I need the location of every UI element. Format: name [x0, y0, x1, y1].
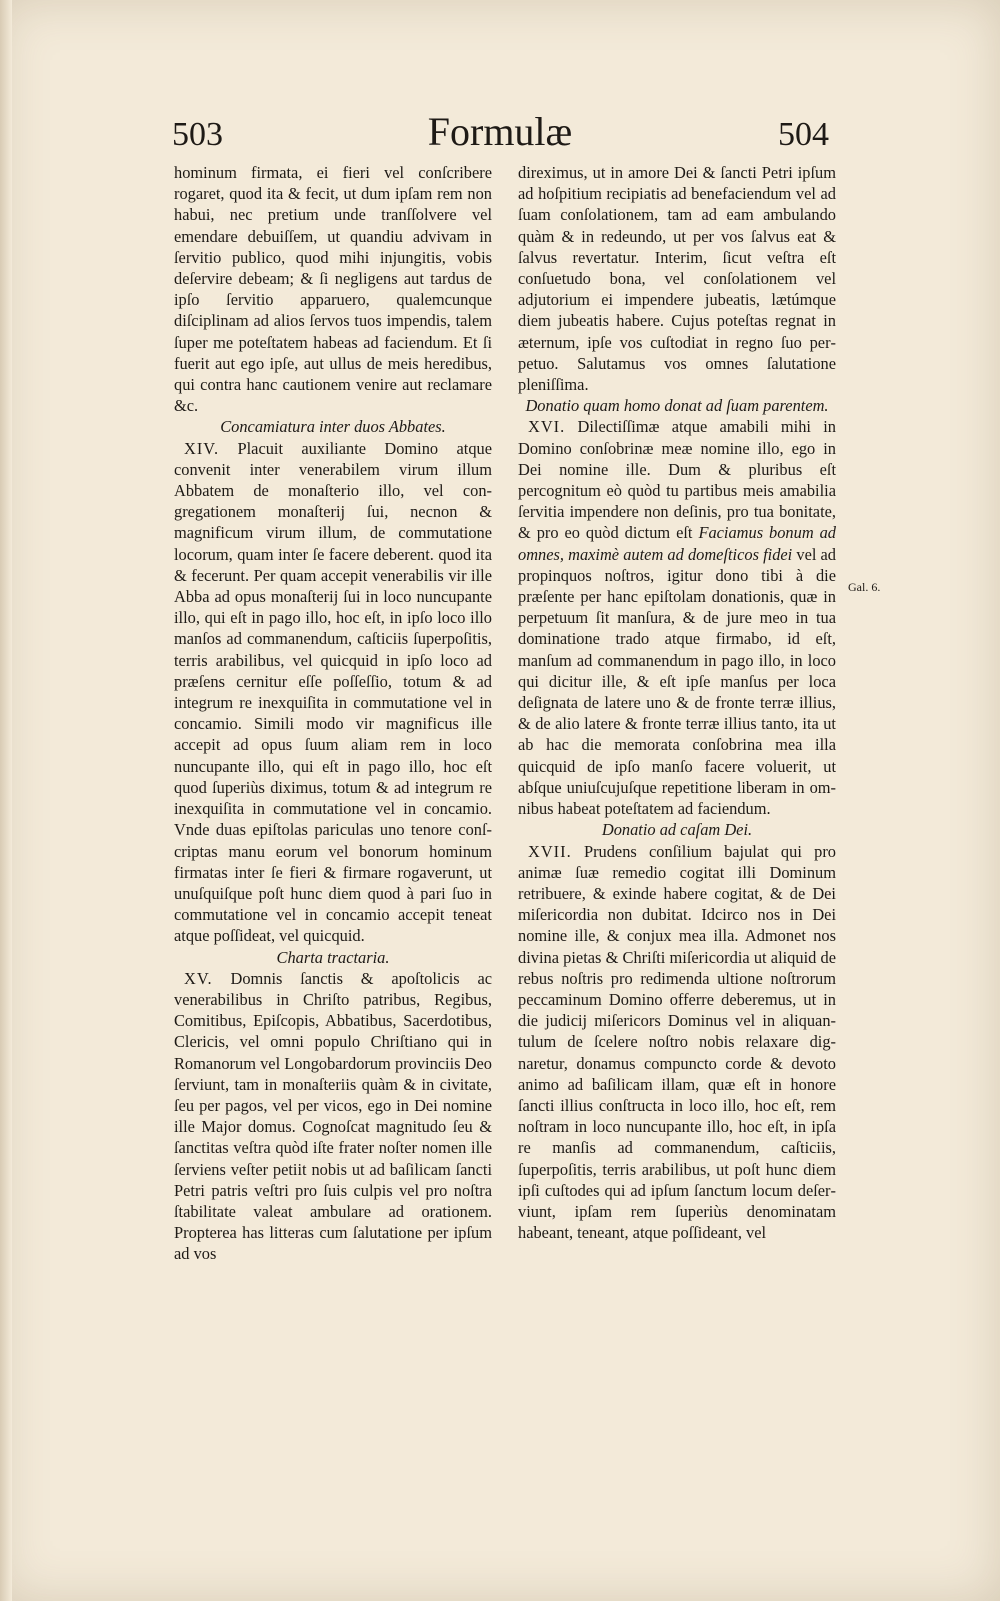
section-xvii-text: Prudens conſilium bajulat qui pro animæ ſuæ remedio cogitat illi Dominum retribuere, & exinde habere cogitat, & de Dei miſericordia non dubitat. Idcirco nos in Dei nomine ille, & conjux mea illa. Admonet nos divina pietas & Chriſti miſericordia ut aliquid de rebus noſtris pro redimenda ultione noſtrorum peccaminum Domino offerre deberemus, ut in die judicij miſericors Dominus vel in aliquantulum de ſcelere noſtro nobis relaxare dignaretur, donamus compuncto corde & devoto animo ad baſilicam illam, quæ eſt in honore ſancti illius conſtructa in loco illo, hoc eſt, rem noſtram in loco nuncupante illo, hoc eſt, in ipſa re manſis ad commanendum, caſticiis, ſuperpoſitis, terris arabilibus, ut poſt hunc diem ipſi cuſtodes qui ad ipſum ſanctum locum deſerviunt, ipſam rem ſuperiùs denominatam habeant, teneant, atque poſſideant, vel [518, 841, 836, 1243]
margin-reference: Gal. 6. [848, 580, 881, 594]
running-header [0, 108, 1000, 158]
scripture-quotation: Faciamus bonum ad omnes, maximè autem ad domeſticos fidei [518, 523, 836, 564]
section-xiv [174, 438, 492, 947]
section-number-xv: XV. [184, 968, 213, 988]
section-heading-donatio-casam-dei: Donatio ad caſam Dei. [601, 820, 753, 840]
section-xvi-text-a: Dilectiſſimæ atque amabili mihi in Domino conſobrinæ meæ nomine illo, ego in Dei nomine ille. Dum & pluribus eſt percognitum eò quòd tu partibus meis amabilia ſervitia impendere non deſinis, pro tua bonitate, & pro eo quòd dictum eſt [518, 417, 836, 543]
section-heading-charta-tractaria: Charta tractaria. [276, 947, 390, 967]
section-xiv-text: Placuit auxiliante Domino atque convenit inter venerabilem virum illum Abbatem de monaſterio illo, vel congregationem monaſterij ſui, necnon & magnificum virum illum, de commutatione locorum, quam inter ſe facere deberent. quod ita & fecerunt. Per quam accepit venerabilis vir ille Abba ad opus monaſterij ſui in loco nuncupante illo, qui eſt in pago illo, hoc eſt, in ipſo loco illo manſos ad commanendum, caſticiis ſuperpoſitis, terris arabilibus, vel quicquid in ipſo loco ad præſens cernitur eſſe poſſeſſio, totum & ad integrum re inexquiſita in commutatione vel in concamio. Simili modo vir magnificus ille accepit ad opus ſuum aliam rem in loco nuncupante illo, qui eſt in pago illo, hoc eſt quod ſuperiùs diximus, totum & ad integrum re inexquiſita in commutatione vel in concamio. Vnde duas epiſtolas pariculas uno tenore conſcriptas manu eorum vel bonorum hominum firmatas inter ſe fieri & firmare rogaverunt, ut unuſquiſque poſt hunc diem quod à pari ſuo in commutatione vel in concamio accepit teneat atque poſſideat, vel quicquid. [174, 438, 492, 946]
section-xvi [518, 416, 836, 819]
left-paragraph-continued: hominum firmata, ei fieri vel conſcribere rogaret, quod ita & fecit, ut dum ipſam rem non habui, nec pretium unde tranſſolvere vel emendare debuiſſem, ut quandiu advivam in ſervitio publico, quod mihi injungitis, vobis deſervire debeam; & ſi negligens aut tardus de ipſo ſervitio apparuero, qualemcunque diſciplinam ad alios ſervos tuos impendis, talem ſuper me poteſtatem habeas ad faciendum. Et ſi fuerit aut ego ipſe, aut ullus de meis heredibus, qui contra hanc cautionem venire aut reclamare &c. [174, 163, 492, 416]
left-page-number: 503 [172, 116, 223, 153]
section-number-xiv: XIV. [184, 438, 220, 458]
running-title: Formulæ [427, 109, 573, 154]
right-paragraph-continued: direximus, ut in amore Dei & ſancti Petri ipſum ad hoſpitium recipiatis ad benefaciendum vel ad ſuam conſolationem, tam ad eam ambulando quàm & in redeundo, ut per vos ſalvus eat & ſalvus revertatur. Interim, ſicut veſtra eſt conſuetudo bona, vel conſolationem vel adjutorium ei impendere jubeatis, lætúmque diem jubeatis habere. Cujus poteſtas regnat in æternum, ipſe vos cuſtodiat in regno ſuo perpetuo. Salutamus vos omnes ſalutatione pleniſſima. [518, 163, 836, 395]
section-xvii [518, 841, 836, 1244]
page-edge-shadow [0, 0, 12, 1601]
section-xvi-text-b: vel ad propinquos noſtros, igitur dono tibi à die præſente per hanc epiſtolam donationis, quæ in perpetuum ſit manſura, & de jure meo in tua dominatione trado atque firmabo, id eſt, manſum ad commanendum in pago illo, in loco qui dicitur ille, & eſt ipſe manſus per loca deſignata de latere uno & de fronte terræ illius, & de alio latere & fronte terræ illius tanto, ita ut ab hac die memorata conſobrina mea illa quicquid de ipſo manſo facere voluerit, ut abſque uniuſcujuſque repetitione liberam in omnibus habeat poteſtatem ad faciendum. [518, 544, 837, 819]
section-heading-donatio-parentem: Donatio quam homo donat ad ſuam parentem. [525, 396, 829, 416]
right-column [518, 162, 836, 1243]
section-xv-text: Domnis ſanctis & apoſtolicis ac venerabilibus in Chriſto patribus, Regibus, Comitibus, Epiſcopis, Abbatibus, Sacerdotibus, Clericis, vel omni populo Chriſtiano qui in Romanorum vel Longobardorum provinciis Deo ſerviunt, tam in monaſteriis quàm & in civitate, ſeu per pagos, vel per vicos, ego in Dei nomine ille Major domus. Cognoſcat magnitudo ſeu & ſanctitas veſtra quòd iſte frater noſter nomen ille ſerviens veſter petiit nobis ut ad baſilicam ſancti Petri patris veſtri pro ſuis culpis vel pro noſtra ſtabilitate valeat ambulare ad orationem. Propterea has litteras cum ſalutatione per ipſum ad vos [174, 968, 492, 1264]
section-xv [174, 968, 492, 1265]
right-page-number: 504 [778, 116, 829, 153]
section-number-xvi: XVI. [528, 417, 566, 437]
left-column [174, 162, 492, 1265]
section-number-xvii: XVII. [528, 841, 572, 861]
section-heading-concamiatura: Concamiatura inter duos Abbates. [220, 417, 446, 437]
